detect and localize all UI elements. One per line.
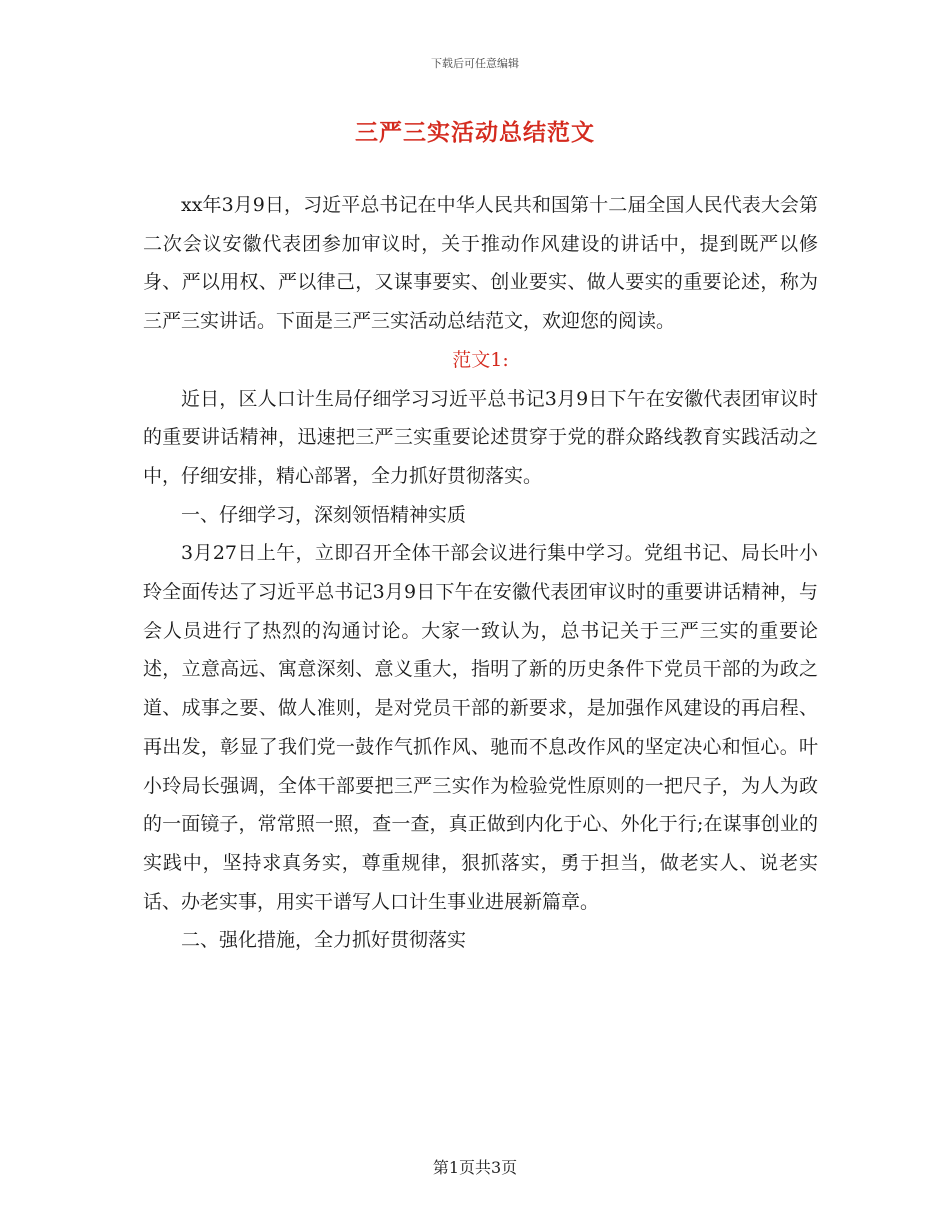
section-label: 范文1: bbox=[452, 348, 509, 371]
intro-paragraph: xx年3月9日，习近平总书记在中华人民共和国第十二届全国人民代表大会第二次会议安徽代表团参加审议时，关于推动作风建设的讲话中，提到既严以修身、严以用权、严以律己，又谋事要实、创业要实、做人要实的重要论述，称为三严三实讲话。下面是三严三实活动总结范文，欢迎您的阅读。 bbox=[143, 194, 818, 333]
document-body bbox=[143, 186, 818, 960]
section-heading-2: 二、强化措施，全力抓好贯彻落实 bbox=[181, 929, 467, 952]
header-note: 下载后可任意编辑 bbox=[431, 57, 519, 70]
paragraph-2: 3月27日上午，立即召开全体干部会议进行集中学习。党组书记、局长叶小玲全面传达了习近平总书记3月9日下午在安徽代表团审议时的重要讲话精神，与会人员进行了热烈的沟通讨论。大家一致认为，总书记关于三严三实的重要论述，立意高远、寓意深刻、意义重大，指明了新的历史条件下党员干部的为政之道、成事之要、做人准则，是对党员干部的新要求，是加强作风建设的再启程、再出发，彰显了我们党一鼓作气抓作风、驰而不息改作风的坚定决心和恒心。叶小玲局长强调，全体干部要把三严三实作为检验党性原则的一把尺子，为人为政的一面镜子，常常照一照，查一查，真正做到内化于心、外化于行;在谋事创业的实践中，坚持求真务实，尊重规律，狠抓落实，勇于担当，做老实人、说老实话、办老实事，用实干谱写人口计生事业进展新篇章。 bbox=[143, 542, 818, 913]
page-number-footer: 第1页共3页 bbox=[432, 1158, 518, 1177]
section-heading-1: 一、仔细学习，深刻领悟精神实质 bbox=[181, 503, 467, 526]
document-title: 三严三实活动总结范文 bbox=[355, 119, 595, 146]
paragraph-1: 近日，区人口计生局仔细学习习近平总书记3月9日下午在安徽代表团审议时的重要讲话精神，迅速把三严三实重要论述贯穿于党的群众路线教育实践活动之中，仔细安排，精心部署，全力抓好贯彻落实。 bbox=[143, 387, 818, 487]
